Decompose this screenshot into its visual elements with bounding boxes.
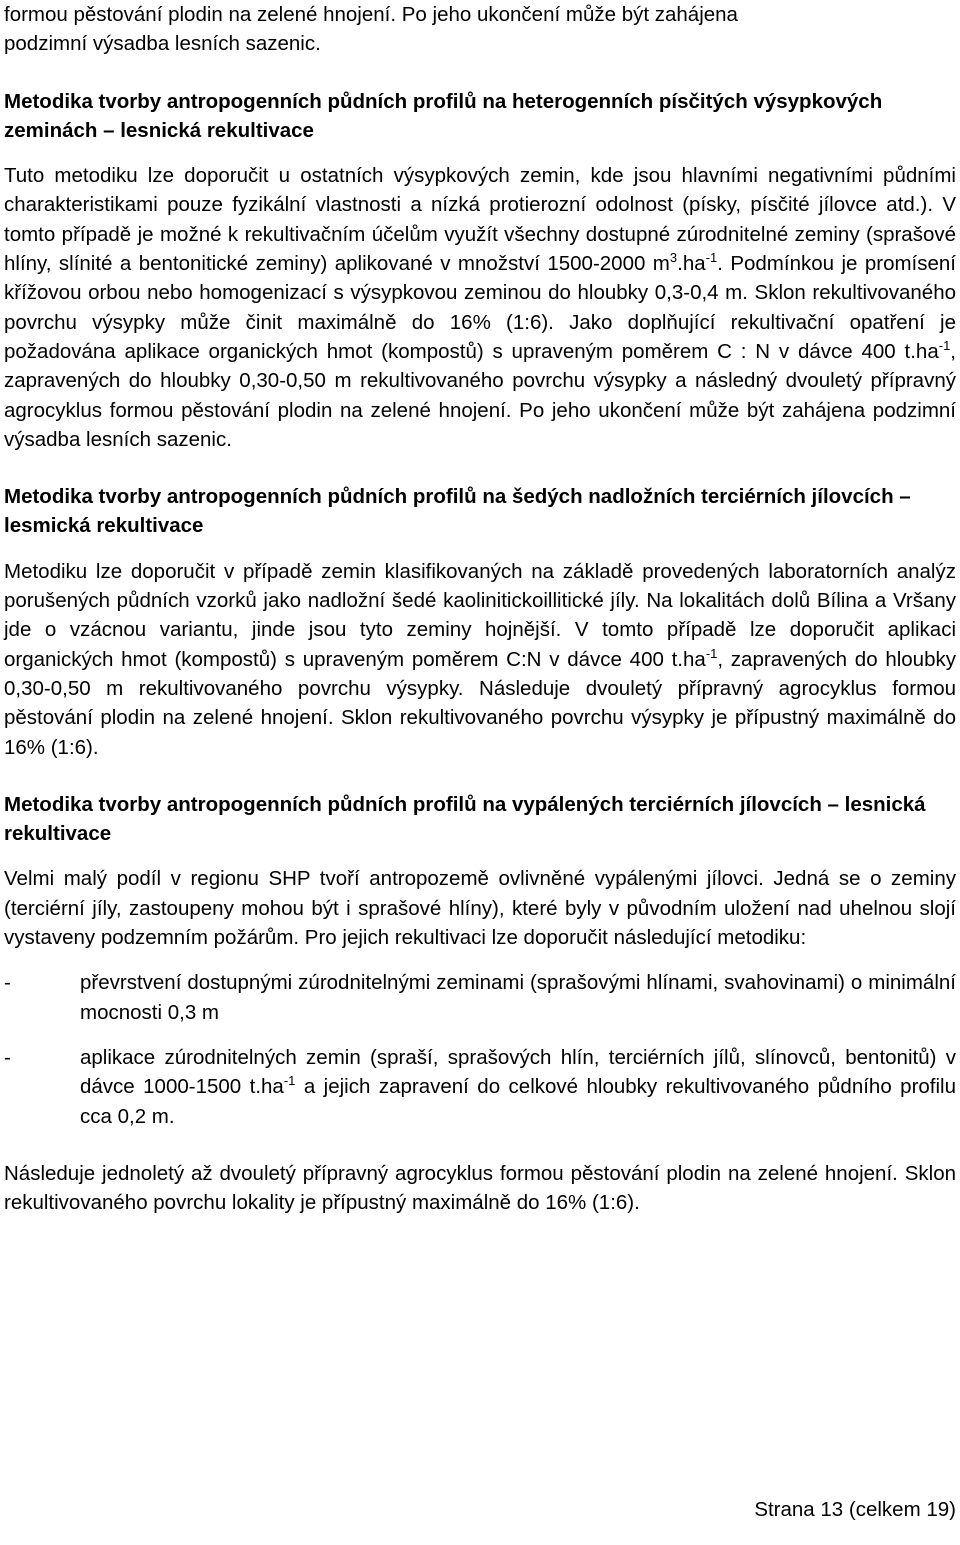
spacer [4, 59, 956, 87]
section3-closing: Následuje jednoletý až dvouletý přípravný agrocyklus formou pěstování plodin na zelené hnojení. Sklon rekultivovaného povrchu lokality je přípustný maximálně do 16% (1:6). [4, 1161, 956, 1215]
section2-heading: Metodika tvorby antropogenních půdních profilů na šedých nadložních terciérních jílovcích – lesmická rekultivace [4, 485, 911, 538]
section1-paragraph: Tuto metodiku lze doporučit u ostatních výsypkových zemin, kde jsou hlavními negativními půdními charakteristikami pouze fyzikální vlastnosti a nízká protierozní odolnost (písky, písčité jílovce atd.). V tomto případě je možné k rekultivačním účelům využít všechny dostupné zúrodnitelné zeminy (sprašové hlíny, slínité a bentonitické zeminy) aplikované v množství 1500-2000 $m^3.ha^{-1}$. Podmínkou je promísení křížovou orbou nebo homogenizací s výsypkovou zeminou do hloubky 0,3-0,4 m. Sklon rekultivovaného povrchu výsypky může činit maximálně do 16% (1:6). Jako doplňující rekultivační opatření je požadována aplikace organických hmot (kompostů) s upraveným poměrem C : N v dávce 400 $t.ha^{-1}$, zapravených do hloubky 0,30-0,50 m rekultivovaného povrchu výsypky a následný dvouletý přípravný agrocyklus formou pěstování plodin na zelené hnojení. Po jeho ukončení může být zahájena podzimní výsadba lesních sazenic. [4, 164, 956, 451]
bullet-marker: - [4, 971, 11, 995]
spacer [4, 952, 956, 968]
bullet-marker: - [4, 1045, 11, 1069]
list-item [4, 1043, 956, 1131]
spacer [4, 848, 956, 864]
intro-continuation: formou pěstování plodin na zelené hnojení. Po jeho ukončení může být zahájena podzimní výsadba lesních sazenic. [4, 3, 738, 56]
bullet-text: aplikace zúrodnitelných zemin (spraší, sprašových hlín, terciérních jílů, slínovců, bentonitů) v dávce 1000-1500 $t.ha^{-1}$ a jejich zapravení do celkové hloubky rekultivovaného půdního profilu cca 0,2 m. [80, 1045, 957, 1128]
list-item [4, 968, 956, 1027]
section3-intro: Velmi malý podíl v regionu SHP tvoří antropozemě ovlivněné vypálenými jílovci. Jedná se o zeminy (terciérní jíly, zastoupeny mohou být i sprašové hlíny), které byly v původním uložení nad uhelnou slojí vystaveny podzemním požárům. Pro jejich rekultivaci lze doporučit následující metodiku: [4, 867, 956, 950]
spacer [4, 454, 956, 482]
page-number: Strana 13 (celkem 19) [754, 1498, 956, 1521]
bullet-text: převrstvení dostupnými zúrodnitelnými zeminami (sprašovými hlínami, svahovinami) o minimální mocnosti 0,3 m [80, 971, 956, 1024]
spacer [4, 1027, 956, 1043]
document-page [4, 0, 956, 1217]
spacer [4, 541, 956, 557]
spacer [4, 1131, 956, 1159]
section2-paragraph: Metodiku lze doporučit v případě zemin klasifikovaných na základě provedených laboratorních analýz porušených půdních vzorků jako nadložní šedé kaolinitickoillitické jíly. Na lokalitách dolů Bílina a Vršany jde o vzácnou variantu, jinde jsou tyto zeminy hojnější. V tomto případě lze doporučit aplikaci organických hmot (kompostů) s upraveným poměrem C:N v dávce 400 $t.ha^{-1}$, zapravených do hloubky 0,30-0,50 m rekultivovaného povrchu výsypky. Následuje dvouletý přípravný agrocyklus formou pěstování plodin na zelené hnojení. Sklon rekultivovaného povrchu výsypky je přípustný maximálně do 16% (1:6). [4, 559, 956, 759]
section3-heading: Metodika tvorby antropogenních půdních profilů na vypálených terciérních jílovcích – lesnická rekultivace [4, 792, 926, 846]
spacer [4, 762, 956, 790]
spacer [4, 145, 956, 161]
section1-heading: Metodika tvorby antropogenních půdních profilů na heterogenních písčitých výsypkových zeminách – lesnická rekultivace [4, 89, 883, 142]
